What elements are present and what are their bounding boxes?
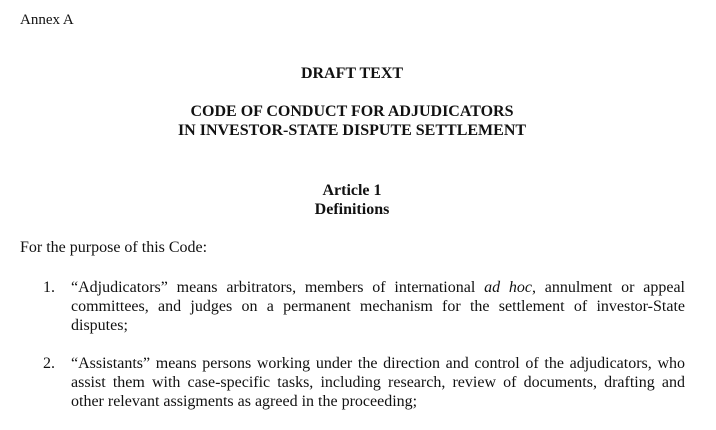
document-title-line-2: IN INVESTOR-STATE DISPUTE SETTLEMENT bbox=[177, 122, 527, 139]
intro-paragraph: For the purpose of this Code: bbox=[20, 239, 208, 256]
annex-label: Annex A bbox=[20, 12, 74, 28]
document-title bbox=[0, 102, 704, 140]
article-title: Definitions bbox=[314, 201, 390, 218]
definition-text bbox=[71, 278, 685, 335]
draft-text-heading: DRAFT TEXT bbox=[300, 65, 404, 82]
article-number: Article 1 bbox=[322, 182, 382, 199]
document-title-line-1: CODE OF CONDUCT FOR ADJUDICATORS bbox=[190, 103, 514, 120]
definition-text-part: , annulment or appeal committees, and judges on a permanent mechanism for the settlement of investor-State disputes; bbox=[71, 279, 686, 334]
definitions-list bbox=[0, 278, 716, 430]
definition-italic-term: ad hoc bbox=[484, 279, 532, 296]
list-item bbox=[0, 354, 716, 411]
list-item-number: 1. bbox=[43, 279, 55, 296]
article-heading bbox=[0, 181, 704, 219]
definition-text-part: “Adjudicators” means arbitrators, members of international bbox=[71, 279, 485, 296]
definition-text: “Assistants” means persons working under the direction and control of the adjudicators, who assist them with case-specific tasks, including research, review of documents, drafting and other relevant assigments as agreed in the proceeding; bbox=[71, 355, 685, 410]
list-item-number: 2. bbox=[43, 355, 55, 372]
list-item bbox=[0, 278, 716, 335]
